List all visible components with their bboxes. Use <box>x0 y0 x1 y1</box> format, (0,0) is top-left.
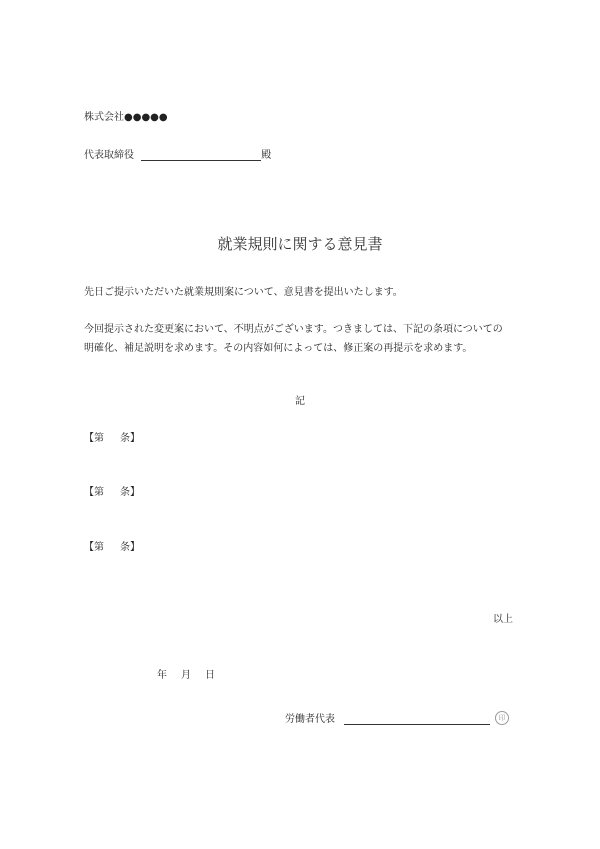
clause-open: 【第 <box>84 542 104 553</box>
seal-icon: 印 <box>495 711 509 725</box>
signature-line <box>285 710 490 725</box>
clause-close: 条】 <box>120 487 140 498</box>
company-name: 株式会社●●●●● <box>84 112 168 123</box>
clause-open: 【第 <box>84 487 104 498</box>
body-paragraph-2-line-2: 明確化、補足説明を求めます。その内容如何によっては、修正案の再提示を求めます。 <box>84 343 473 354</box>
date-month: 月 <box>181 670 191 681</box>
ijo-closing: 以上 <box>493 614 513 625</box>
representative-name-blank <box>141 148 261 161</box>
clause-close: 条】 <box>120 433 140 444</box>
signature-label: 労働者代表 <box>285 714 335 725</box>
signature-blank <box>344 712 490 725</box>
date-day: 日 <box>205 670 215 681</box>
clause-item <box>84 538 140 553</box>
honorific: 殿 <box>261 150 272 161</box>
clause-open: 【第 <box>84 433 104 444</box>
date-year: 年 <box>157 670 167 681</box>
clause-item <box>84 483 140 498</box>
clause-item <box>84 429 140 444</box>
ki-heading: 記 <box>295 396 305 407</box>
document-title: 就業規則に関する意見書 <box>217 235 383 253</box>
date-line <box>157 666 215 681</box>
body-paragraph-1: 先日ご提示いただいた就業規則案について、意見書を提出いたします。 <box>84 287 403 298</box>
body-paragraph-2-line-1: 今回提示された変更案において、不明点がございます。つきましては、下記の条項についての <box>84 324 503 335</box>
clause-close: 条】 <box>120 542 140 553</box>
representative-line <box>84 146 271 161</box>
representative-label: 代表取締役 <box>84 150 134 161</box>
